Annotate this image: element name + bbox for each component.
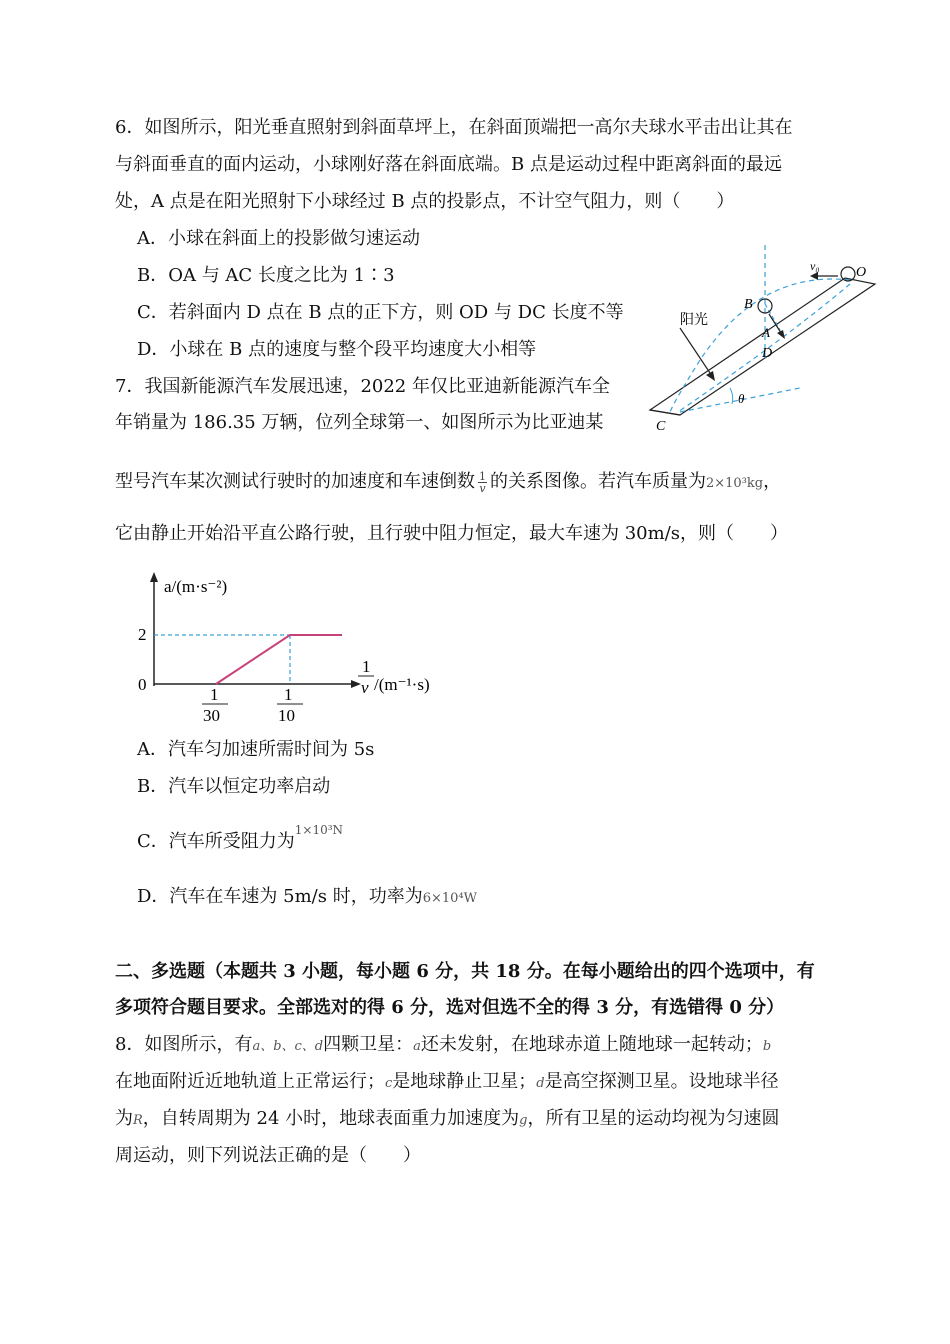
y-axis-label: a/(m·s⁻²) (164, 577, 228, 596)
q7-line3-a: 型号汽车某次测试行驶时的加速度和车速倒数 (115, 471, 475, 492)
q6-option-d: D．小球在 B 点的速度与整个段平均速度大小相等 (137, 339, 537, 360)
q7-option-a: A．汽车匀加速所需时间为 5s (137, 739, 375, 760)
sun-label: 阳光 (680, 313, 708, 328)
section2-heading-line1: 二、多选题（本题共 3 小题，每小题 6 分，共 18 分。在每小题给出的四个选项中，有 (115, 961, 815, 982)
incline-bottom-edge (650, 410, 680, 415)
q7-stem-line4: 它由静止开始沿平直公路行驶，且行驶中阻力恒定，最大车速为 30m/s，则（ ） (115, 523, 788, 544)
y-tick-label: 2 (138, 625, 147, 644)
q8-satellite-labels: a、b、c、d (252, 1039, 324, 1054)
q6-stem-line1: 6．如图所示，阳光垂直照射到斜面草坪上，在斜面顶端把一高尔夫球水平击出让其在 (115, 117, 793, 138)
x-tick2-num: 1 (284, 685, 293, 704)
sunlight-arrow (680, 328, 712, 376)
q7-option-d-value: 6×10⁴W (422, 891, 477, 906)
q7-option-c-value: 1×10³N (294, 823, 344, 837)
v0-arrowhead (810, 272, 818, 280)
q7-option-b: B．汽车以恒定功率启动 (137, 776, 331, 797)
q7-graph (130, 568, 450, 728)
x-tick1-den: 30 (203, 706, 220, 725)
q7-option-c: C．汽车所受阻力为$^{1\times 10^3N}$ (137, 823, 344, 852)
q6-stem-line2: 与斜面垂直的面内运动，小球刚好落在斜面底端。B 点是运动过程中距离斜面的最远 (115, 154, 782, 175)
o-label: O (856, 265, 867, 280)
a-label: A (762, 325, 770, 340)
q7-inverse-v-fraction: $\frac{1}{v}$ (479, 469, 486, 495)
q7-mass: 2×10³kg (706, 476, 764, 491)
q8-stem-line3: 为R，自转周期为 24 小时，地球表面重力加速度为g，所有卫星的运动均视为匀速圆 (115, 1108, 780, 1129)
q6-incline-figure (640, 240, 890, 435)
q7-option-d: D．汽车在车速为 5m/s 时，功率为6×10⁴W (137, 886, 477, 907)
x-axis-label-num: 1 (362, 657, 371, 676)
x-tick1-num: 1 (210, 685, 219, 704)
section2-heading-line2: 多项符合题目要求。全部选对的得 6 分，选对但选不全的得 3 分，有选错得 0 分） (115, 997, 785, 1018)
q6-stem-line3: 处，A 点是在阳光照射下小球经过 B 点的投影点，不计空气阻力，则（ ） (115, 191, 735, 212)
q6-option-b: B．OA 与 AC 长度之比为 1∶3 (137, 265, 395, 286)
b-label: B (744, 297, 753, 312)
sunlight-arrowhead (706, 371, 715, 381)
q7-stem-line2: 年销量为 186.35 万辆，位列全球第一、如图所示为比亚迪某 (115, 412, 604, 433)
origin-label: 0 (138, 675, 147, 694)
q7-stem-line3: 型号汽车某次测试行驶时的加速度和车速倒数 $\frac{1}{v}$ 的关系图像。若汽车质量为2×10³kg， (115, 469, 782, 495)
x-axis-label-den: v (361, 678, 369, 697)
b-arrowhead (777, 330, 785, 339)
q8-stem-line1: 8．如图所示，有a、b、c、d四颗卫星：a还未发射，在地球赤道上随地球一起转动；b (115, 1034, 772, 1055)
v0-label: v₀ (810, 259, 820, 273)
accel-curve (216, 635, 342, 684)
q6-option-c: C．若斜面内 D 点在 B 点的正下方，则 OD 与 DC 长度不等 (137, 302, 624, 323)
y-axis-arrow (150, 572, 158, 582)
theta-arc (730, 388, 733, 404)
q8-stem-line4: 周运动，则下列说法正确的是（ ） (115, 1145, 421, 1166)
q7-line3-b: 的关系图像。若汽车质量为 (490, 471, 706, 492)
x-axis-label-unit: /(m⁻¹·s) (374, 675, 430, 694)
q6-option-a: A．小球在斜面上的投影做匀速运动 (137, 228, 420, 249)
trajectory-curve (670, 279, 850, 412)
x-tick2-den: 10 (278, 706, 295, 725)
x-axis-arrow (351, 680, 361, 688)
q8-stem-line2: 在地面附近近地轨道上正常运行；c是地球静止卫星；d是高空探测卫星。设地球半径 (115, 1071, 779, 1092)
theta-label: θ (738, 391, 745, 406)
d-label: D (762, 346, 773, 361)
c-label: C (656, 419, 666, 434)
q7-stem-line1: 7．我国新能源汽车发展迅速，2022 年仅比亚迪新能源汽车全 (115, 376, 610, 397)
